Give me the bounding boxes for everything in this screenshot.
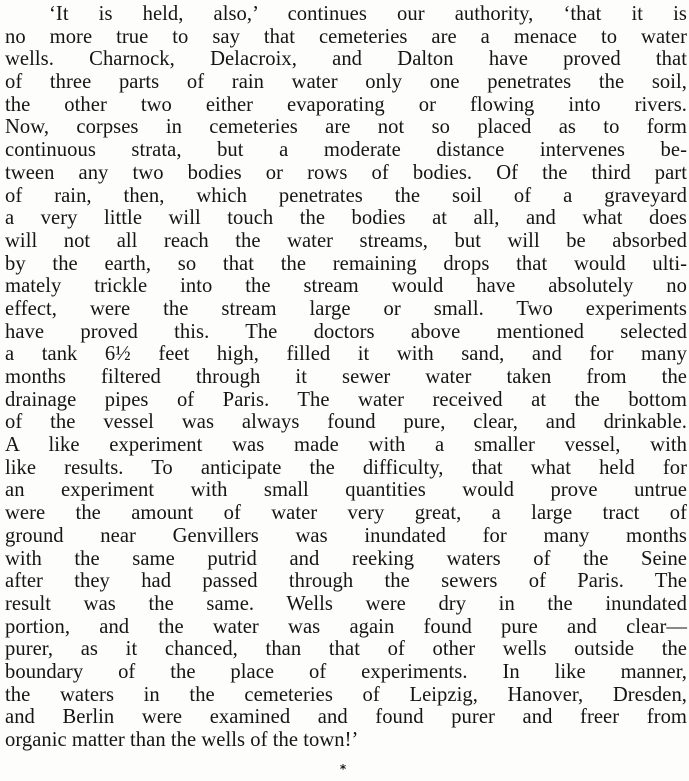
article-line: organic matter than the wells of the town!’ [5, 729, 359, 751]
article-line: of the vessel was always found pure, clear, and drinkable. [5, 411, 687, 434]
article-line: an experiment with small quantities would prove untrue [5, 479, 687, 502]
article-line: will not all reach the water streams, but will be absorbed [5, 229, 687, 252]
article-line: effect, were the stream large or small. Two experiments [5, 297, 687, 320]
article-line: months filtered through it sewer water taken from the [5, 366, 687, 388]
article-line: like results. To anticipate the difficulty, that what held for [5, 456, 687, 479]
article-line: a tank 6½ feet high, filled it with sand, and for many [5, 343, 687, 366]
article-line: tween any two bodies or rows of bodies. Of the third part [5, 161, 687, 184]
section-ornament: * [339, 762, 347, 776]
article-line: by the earth, so that the remaining drops that would ulti- [5, 252, 687, 275]
article-line: Now, corpses in cemeteries are not so placed as to form [5, 116, 687, 139]
article-line: the other two either evaporating or flowing into rivers. [5, 93, 687, 116]
article-line: ‘It is held, also,’ continues our authority, ‘that it is [49, 3, 687, 25]
article-line: result was the same. Wells were dry in the inundated [5, 592, 687, 615]
article-line: portion, and the water was again found pure and clear— [5, 615, 687, 638]
article-line: no more true to say that cemeteries are a menace to water [5, 25, 687, 48]
article-line: A like experiment was made with a smaller vessel, with [5, 434, 687, 457]
article-column [5, 3, 687, 752]
article-line: have proved this. The doctors above mentioned selected [5, 320, 687, 343]
article-line: after they had passed through the sewers of Paris. The [5, 570, 687, 593]
article-line: drainage pipes of Paris. The water received at the bottom [5, 388, 687, 411]
article-line: of rain, then, which penetrates the soil of a graveyard [5, 184, 687, 207]
article-line: ground near Genvillers was inundated for many months [5, 524, 687, 547]
article-line: of three parts of rain water only one penetrates the soil, [5, 71, 687, 94]
article-line: with the same putrid and reeking waters of the Seine [5, 547, 687, 570]
article-line: and Berlin were examined and found purer and freer from [5, 706, 687, 729]
article-line: a very little will touch the bodies at all, and what does [5, 207, 687, 230]
article-line: wells. Charnock, Delacroix, and Dalton have proved that [5, 48, 687, 71]
article-line: continuous strata, but a moderate distance intervenes be- [5, 139, 687, 162]
article-line: boundary of the place of experiments. In like manner, [5, 660, 687, 683]
article-line: were the amount of water very great, a large tract of [5, 502, 687, 525]
article-line: mately trickle into the stream would have absolutely no [5, 275, 687, 298]
article-line: purer, as it chanced, than that of other wells outside the [5, 638, 687, 661]
article-line: the waters in the cemeteries of Leipzig, Hanover, Dresden, [5, 683, 687, 706]
